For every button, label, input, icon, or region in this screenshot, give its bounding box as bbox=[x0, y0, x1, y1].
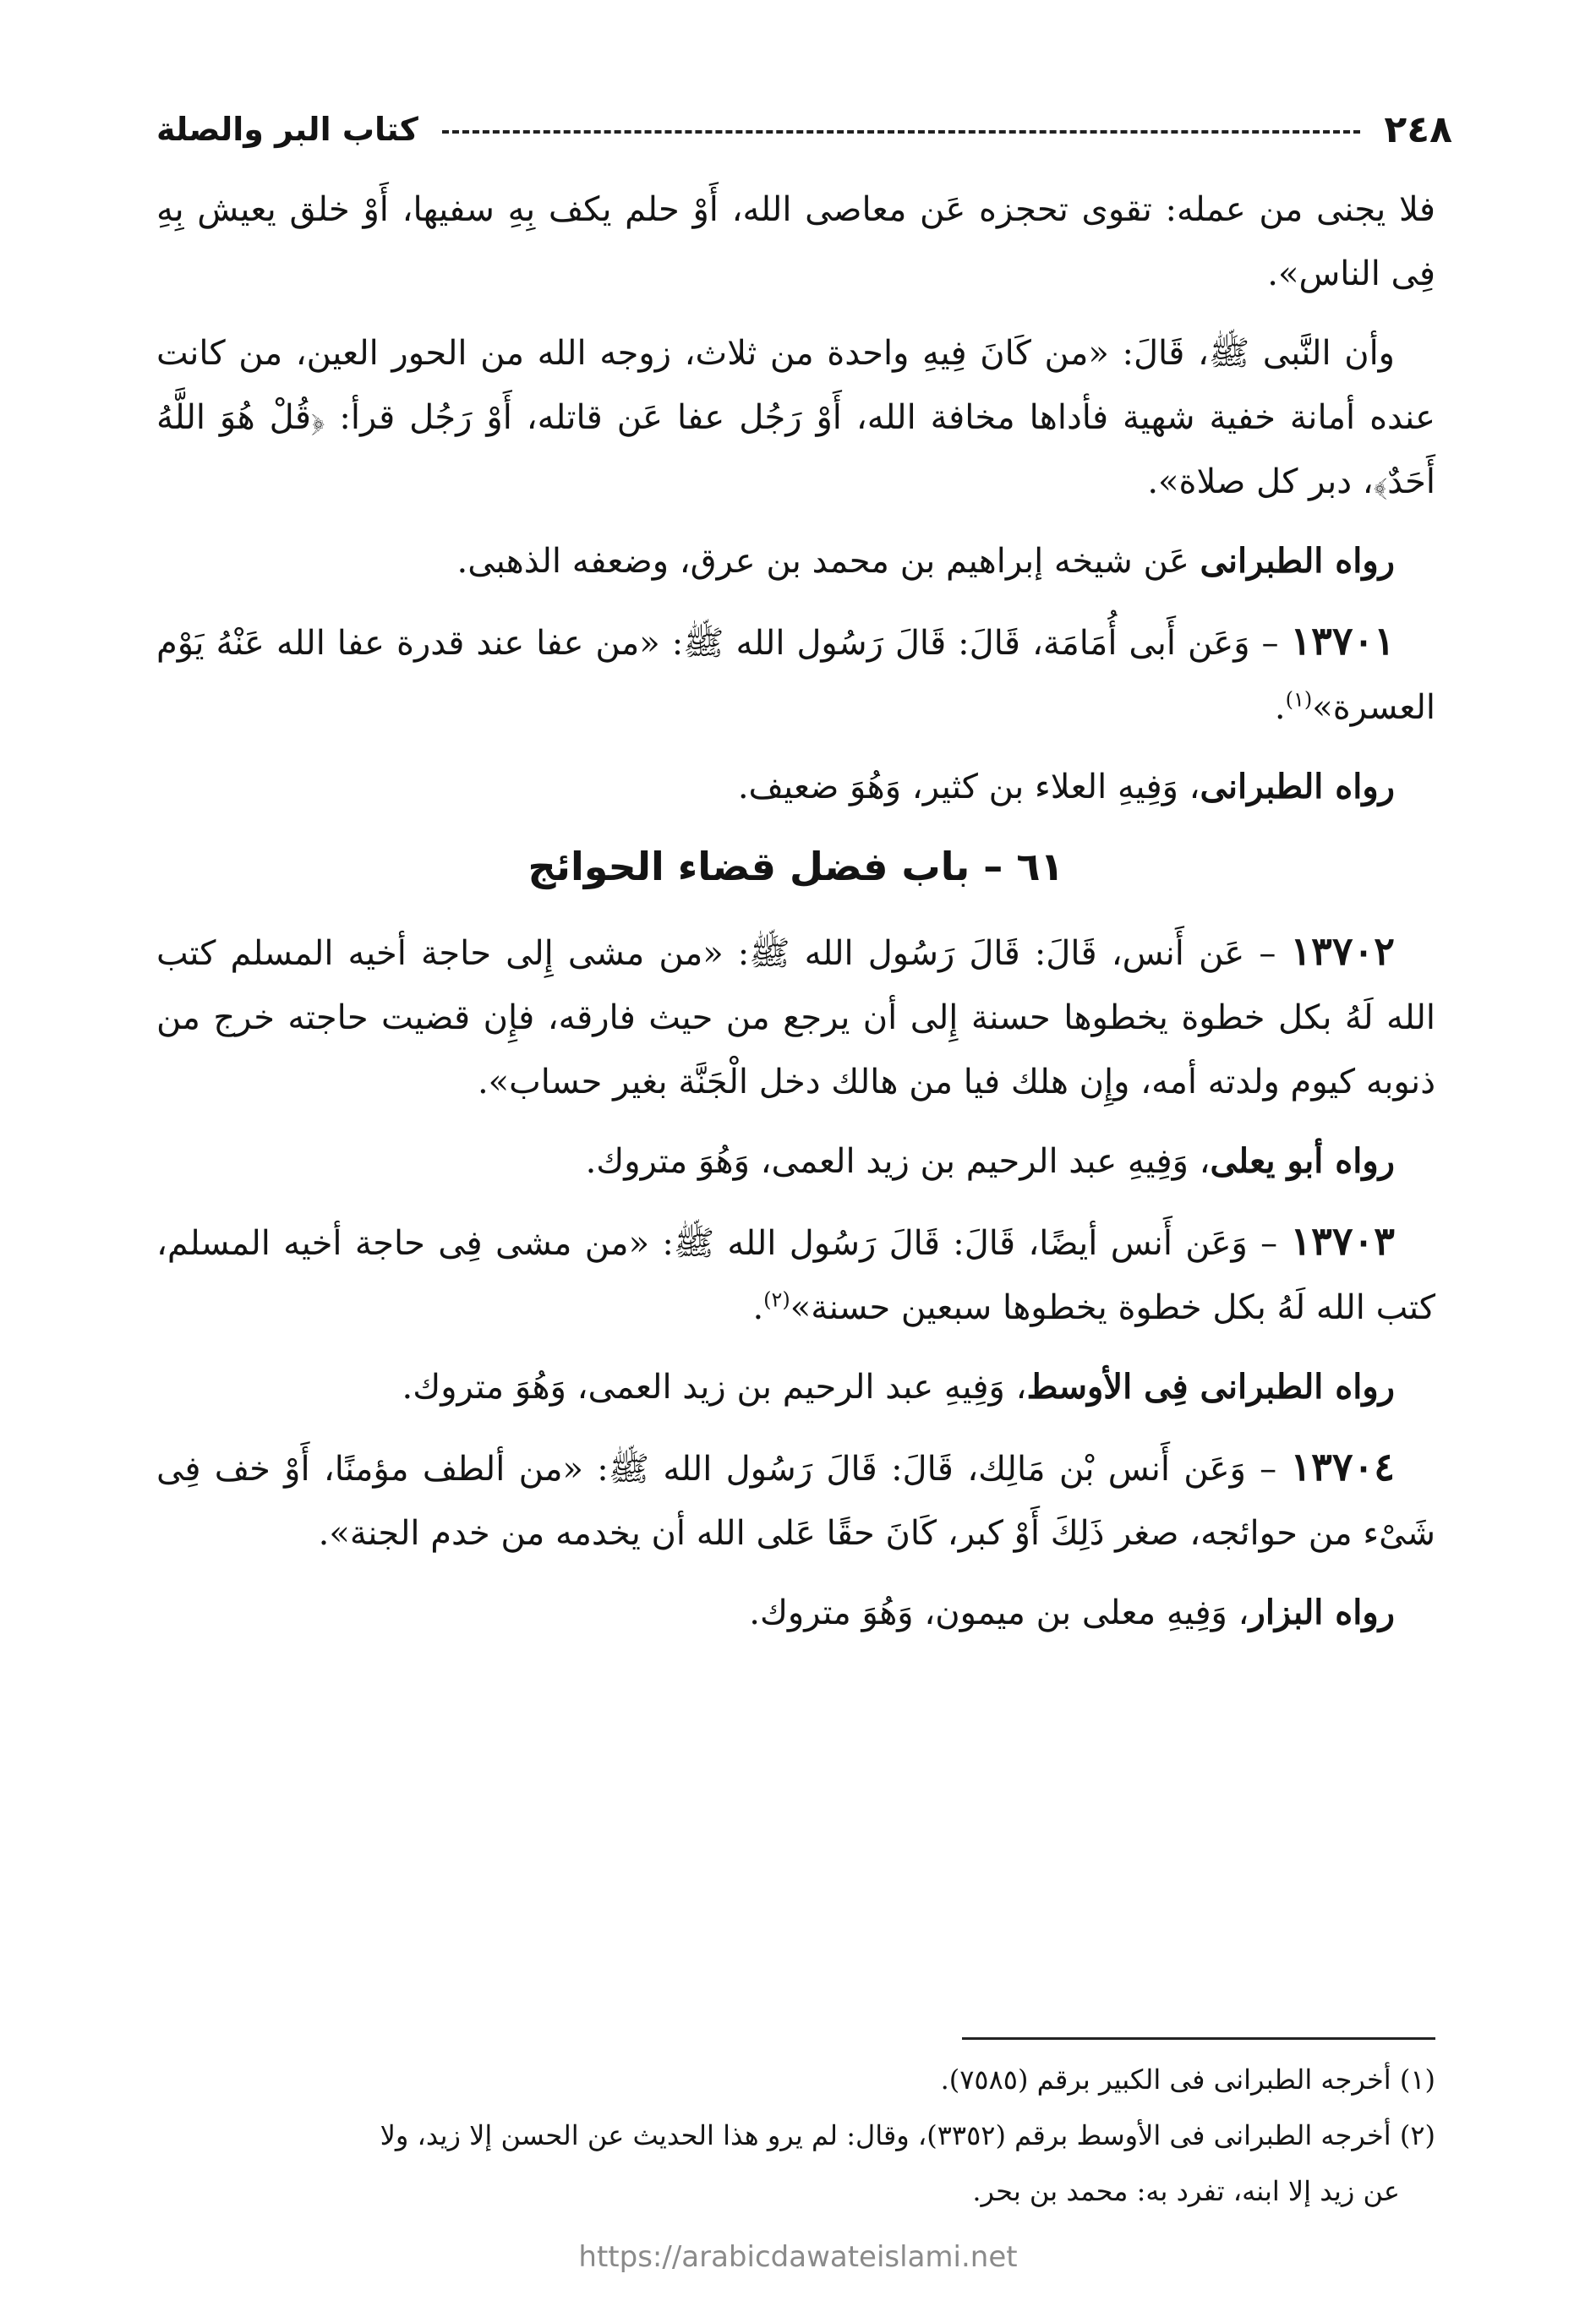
paragraph-narration-note bbox=[156, 1355, 1435, 1419]
paragraph-narration-note bbox=[156, 1581, 1435, 1645]
hadith-text: – وَعَن أَبى أُمَامَة، قَالَ: قَالَ رَسُول الله ﷺ: «من عفا عند قدرة عفا الله عَنْهُ يَوْم العسرة» bbox=[156, 624, 1435, 727]
watermark-url: https://arabicdawateislami.net bbox=[578, 2240, 1018, 2274]
footnotes bbox=[156, 2054, 1435, 2222]
narrator-source: رواه أبو يعلى bbox=[1210, 1141, 1395, 1181]
hadith-number: ١٣٧٠١ bbox=[1290, 618, 1395, 664]
paragraph-continuation: فلا يجنى من عمله: تقوى تحجزه عَن معاصى الله، أَوْ حلم يكف بِهِ سفيها، أَوْ خلق يعيش بِهِ فِى الناس». bbox=[156, 190, 1435, 293]
page-body bbox=[156, 178, 1435, 1660]
footnote-2: (٢) أخرجه الطبرانى فى الأوسط برقم (٣٣٥٢)، وقال: لم يرو هذا الحديث عن الحسن إلا زيد، ولا bbox=[380, 2119, 1435, 2151]
book-title: كتاب البر والصلة bbox=[156, 111, 418, 148]
hadith-text: – وَعَن أَنس بْن مَالِك، قَالَ: قَالَ رَسُول الله ﷺ: «من ألطف مؤمنًا، أَوْ خف فِى شَىْء من حوائجه، صغر ذَلِكَ أَوْ كبر، كَانَ حقًا عَلى الله أن يخدمه من خدم الجنة». bbox=[156, 1450, 1435, 1553]
narrator-source: رواه الطبرانى فِى الأوسط bbox=[1026, 1367, 1395, 1407]
narrator-source: رواه الطبرانى bbox=[1200, 767, 1395, 806]
footnote-marker[interactable]: (٢) bbox=[763, 1287, 790, 1312]
paragraph-narration-note bbox=[156, 1129, 1435, 1194]
paragraph-narration-note bbox=[156, 529, 1435, 593]
hadith-number: ١٣٧٠٢ bbox=[1290, 928, 1395, 974]
hadith-13701: ١٣٧٠١ – وَعَن أَبى أُمَامَة، قَالَ: قَالَ رَسُول الله ﷺ: «من عفا عند قدرة عفا الله عَنْهُ يَوْم العسرة»$^{(١)}$. bbox=[156, 618, 1435, 727]
hadith-13704 bbox=[156, 1435, 1435, 1566]
narration-note-text: ، وَفِيهِ عبد الرحيم بن زيد العمى، وَهُوَ متروك. bbox=[402, 1368, 1027, 1407]
paragraph-hadith-continuation: وأن النَّبى ﷺ، قَالَ: «من كَانَ فِيهِ واحدة من ثلاث، زوجه الله من الحور العين، من كانت عنده أمانة خفية شهية فأداها مخافة الله، أَوْ رَجُل عفا عَن قاتله، أَوْ رَجُل قرأ: ﴿قُلْ هُوَ اللَّهُ أَحَدٌ﴾، دبر كل صلاة». bbox=[156, 334, 1435, 501]
hadith-text: – عَن أَنس، قَالَ: قَالَ رَسُول الله ﷺ: «من مشى إِلى حاجة أخيه المسلم كتب الله لَهُ بكل خطوة يخطوها حسنة إِلى أن يرجع من حيث فارقه، فإِن قضيت حاجته خرج من ذنوبه كيوم ولدته أمه، وإِن هلك فيا من هالك دخل الْجَنَّة بغير حساب». bbox=[156, 934, 1435, 1101]
narrator-source: رواه الطبرانى bbox=[1200, 541, 1395, 581]
hadith-number: ١٣٧٠٤ bbox=[1290, 1444, 1395, 1489]
footnote-divider bbox=[962, 2037, 1435, 2040]
narration-note-text: عَن شيخه إبراهيم بن محمد بن عرق، وضعفه الذهبى. bbox=[456, 542, 1200, 581]
footnote-1: (١) أخرجه الطبرانى فى الكبير برقم (٧٥٨٥). bbox=[940, 2063, 1435, 2096]
narrator-source: رواه البزار bbox=[1249, 1593, 1395, 1632]
narration-note-text: ، وَفِيهِ عبد الرحيم بن زيد العمى، وَهُوَ متروك. bbox=[585, 1142, 1211, 1181]
hadith-text: – وَعَن أَنس أيضًا، قَالَ: قَالَ رَسُول الله ﷺ: «من مشى فِى حاجة أخيه المسلم، كتب الله لَهُ بكل خطوة يخطوها سبعين حسنة» bbox=[156, 1224, 1435, 1327]
page-number: ٢٤٨ bbox=[1384, 107, 1452, 151]
narration-note-text: ، وَفِيهِ العلاء بن كثير، وَهُوَ ضعيف. bbox=[737, 768, 1200, 806]
footnote-2-continuation: عن زيد إلا ابنه، تفرد به: محمد بن بحر. bbox=[972, 2175, 1400, 2207]
header-divider bbox=[442, 130, 1361, 134]
paragraph-narration-note bbox=[156, 755, 1435, 819]
narration-note-text: ، وَفِيهِ معلى بن ميمون، وَهُوَ متروك. bbox=[749, 1593, 1249, 1632]
hadith-13702 bbox=[156, 919, 1435, 1114]
page-header bbox=[156, 100, 1452, 159]
hadith-number: ١٣٧٠٣ bbox=[1290, 1218, 1395, 1264]
footnote-marker[interactable]: (١) bbox=[1285, 687, 1313, 712]
chapter-heading: ٦١ – باب فضل قضاء الحوائج bbox=[527, 844, 1064, 889]
hadith-13703: ١٣٧٠٣ – وَعَن أَنس أيضًا، قَالَ: قَالَ رَسُول الله ﷺ: «من مشى فِى حاجة أخيه المسلم، كتب الله لَهُ بكل خطوة يخطوها سبعين حسنة»$^{(٢)}$. bbox=[156, 1218, 1435, 1327]
